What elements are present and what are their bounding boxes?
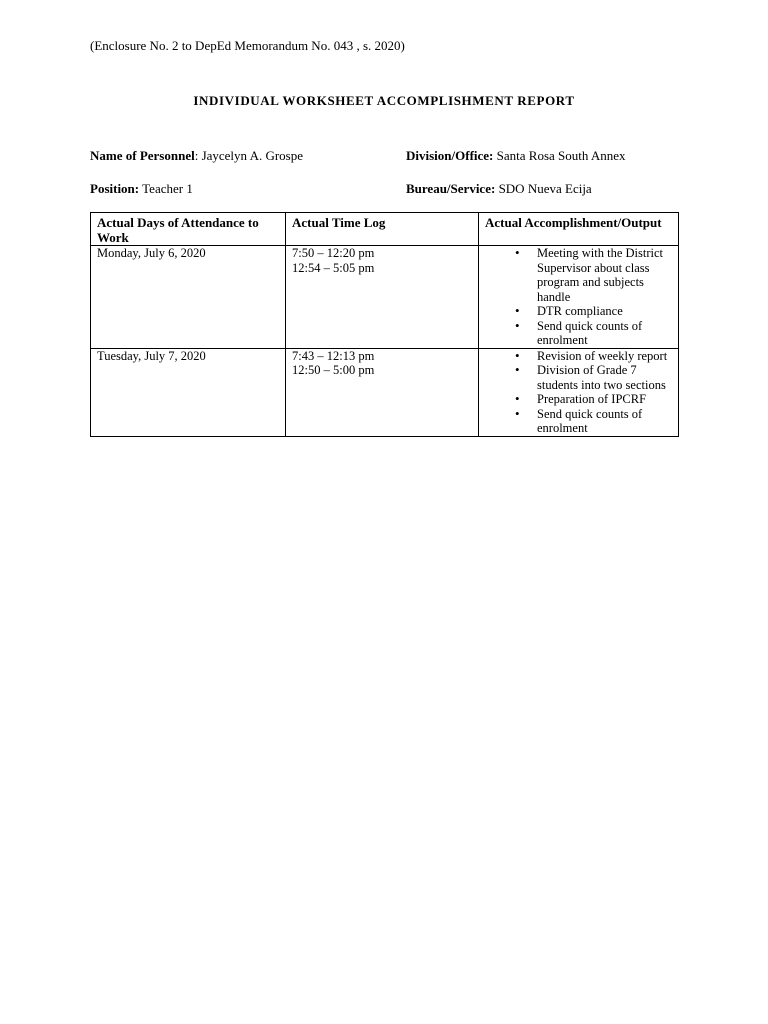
attendance-day: Monday, July 6, 2020 [91,246,286,349]
personnel-name-field [90,148,303,164]
division-office-label: Division/Office: [406,148,494,163]
bureau-service-field [406,181,592,197]
position-field [90,181,193,197]
time-log-afternoon: 12:54 – 5:05 pm [292,260,375,275]
accomplishment-list [485,349,672,436]
list-item: • DTR compliance [537,304,672,319]
time-log-cell [286,246,479,349]
list-item: • Send quick counts of enrolment [537,407,672,436]
header-time-log: Actual Time Log [286,213,479,246]
accomplishment-cell [479,348,679,436]
accomplishment-table [90,212,679,437]
time-log-cell [286,348,479,436]
list-item: • Send quick counts of enrolment [537,319,672,348]
attendance-day: Tuesday, July 7, 2020 [91,348,286,436]
bureau-service-label: Bureau/Service: [406,181,496,196]
table-row [91,246,679,349]
list-item: • Division of Grade 7 students into two sections [537,363,672,392]
list-item: • Preparation of IPCRF [537,392,672,407]
time-log-morning: 7:50 – 12:20 pm [292,246,375,260]
list-item: • Revision of weekly report [537,349,672,364]
personnel-name-label: Name of Personnel [90,148,195,163]
header-attendance-days: Actual Days of Attendance to Work [91,213,286,246]
position-label: Position: [90,181,140,196]
position-value: Teacher 1 [142,181,193,196]
time-log-morning: 7:43 – 12:13 pm [292,348,375,363]
division-office-field [406,148,626,164]
table-row [91,348,679,436]
bureau-service-value: SDO Nueva Ecija [498,181,592,196]
accomplishment-list [485,246,672,348]
list-item: • Meeting with the District Supervisor about class program and subjects handle [537,246,672,304]
time-log-afternoon: 12:50 – 5:00 pm [292,363,375,377]
enclosure-note: (Enclosure No. 2 to DepEd Memorandum No. 043 , s. 2020) [90,38,405,53]
header-accomplishment-output: Actual Accomplishment/Output [479,213,679,246]
table-header-row [91,213,679,246]
accomplishment-cell [479,246,679,349]
personnel-name-value: : Jaycelyn A. Grospe [194,148,304,163]
report-title: INDIVIDUAL WORKSHEET ACCOMPLISHMENT REPORT [193,93,575,108]
division-office-value: Santa Rosa South Annex [496,148,626,163]
